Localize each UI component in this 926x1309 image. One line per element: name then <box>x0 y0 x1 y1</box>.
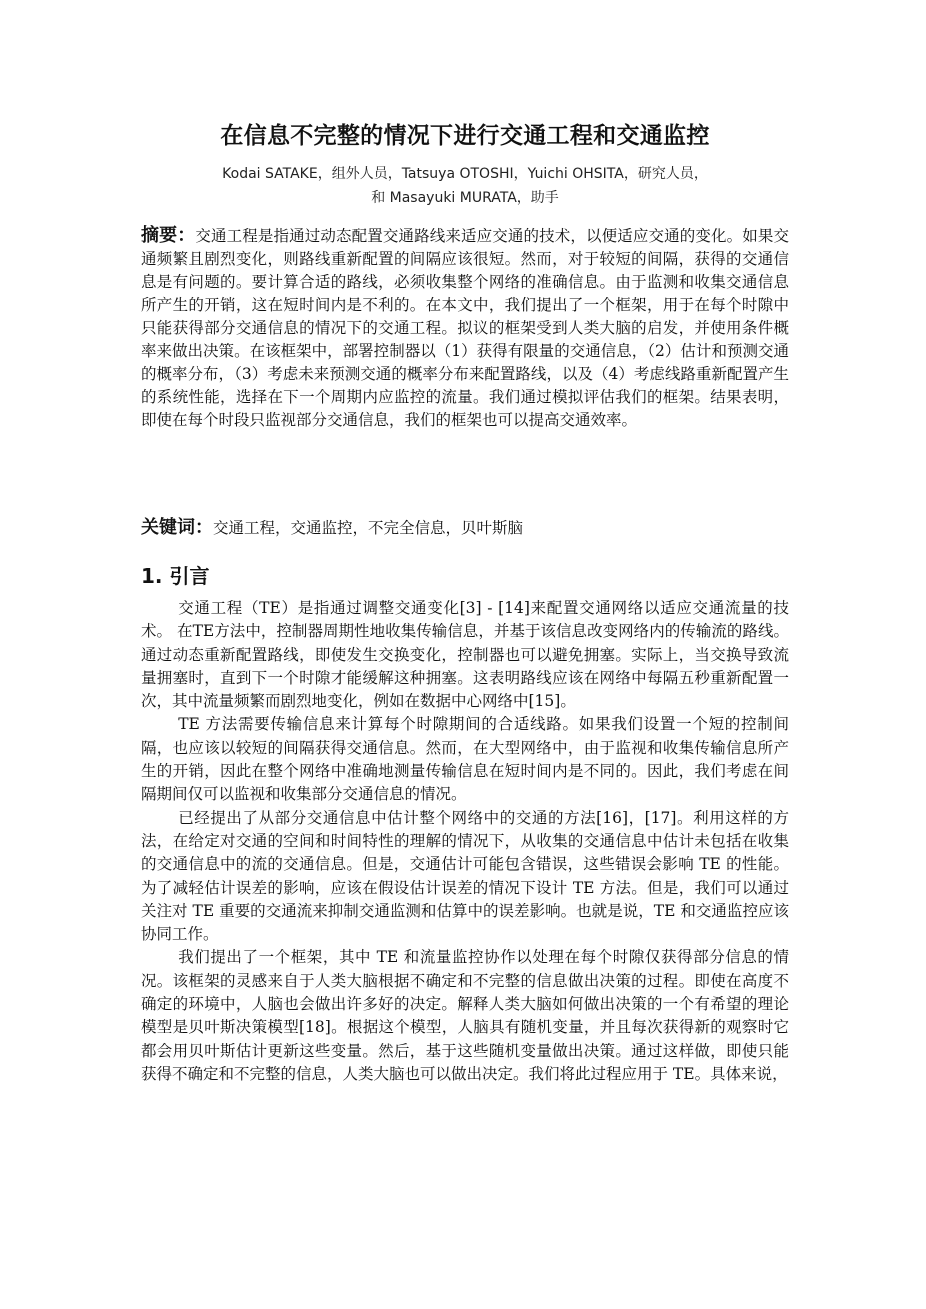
paragraph: TE 方法需要传输信息来计算每个时隙期间的合适线路。如果我们设置一个短的控制间隔，也应该以较短的间隔获得交通信息。然而，在大型网络中，由于监视和收集传输信息所产生的开销，因此在整个网络中准确地测量传输信息在短时间内是不同的。因此，我们考虑在间隔期间仅可以监视和收集部分交通信息的情况。 <box>141 715 789 804</box>
abstract <box>141 224 789 432</box>
paragraph: 交通工程（TE）是指通过调整交通变化[3] - [14]来配置交通网络以适应交通流量的技术。 在TE方法中，控制器周期性地收集传输信息，并基于该信息改变网络内的传输流的路线。 通过动态重新配置路线，即使发生交换变化，控制器也可以避免拥塞。实际上，当交换导致流量拥塞时，直到下一个时隙才能缓解这种拥塞。这表明路线应该在网络中每隔五秒重新配置一次，其中流量频繁而剧烈地变化，例如在数据中心网络中[15]。 <box>141 599 789 711</box>
keywords-label: 关键词： <box>141 517 213 538</box>
paper-title: 在信息不完整的情况下进行交通工程和交通监控 <box>220 123 710 149</box>
introduction-body <box>141 597 789 1086</box>
keywords-text: 交通工程，交通监控，不完全信息，贝叶斯脑 <box>213 519 524 537</box>
author-line-1: Kodai SATAKE，组外人员，Tatsuya OTOSHI，Yuichi OHSITA，研究人员， <box>222 166 708 182</box>
abstract-text: 交通工程是指通过动态配置交通路线来适应交通的技术，以便适应交通的变化。如果交通频繁且剧烈变化，则路线重新配置的间隔应该很短。然而，对于较短的间隔，获得的交通信息是有问题的。要计算合适的路线，必须收集整个网络的准确信息。由于监测和收集交通信息所产生的开销，这在短时间内是不利的。在本文中，我们提出了一个框架，用于在每个时隙中只能获得部分交通信息的情况下的交通工程。拟议的框架受到人类大脑的启发，并使用条件概率来做出决策。在该框架中，部署控制器以（1）获得有限量的交通信息，（2）估计和预测交通的概率分布，（3）考虑未来预测交通的概率分布来配置路线，以及（4）考虑线路重新配置产生的系统性能，选择在下一个周期内应监控的流量。我们通过模拟评估我们的框架。结果表明，即使在每个时段只监视部分交通信息，我们的框架也可以提高交通效率。 <box>141 227 789 429</box>
paragraph: 已经提出了从部分交通信息中估计整个网络中的交通的方法[16]，[17]。利用这样的方法，在给定对交通的空间和时间特性的理解的情况下，从收集的交通信息中估计未包括在收集的交通信息中的流的交通信息。但是，交通估计可能包含错误，这些错误会影响 TE 的性能。为了减轻估计误差的影响，应该在假设估计误差的情况下设计 TE 方法。但是，我们可以通过关注对 TE 重要的交通流来抑制交通监测和估算中的误差影响。也就是说，TE 和交通监控应该协同工作。 <box>141 808 789 944</box>
abstract-label: 摘要： <box>141 225 196 246</box>
keywords <box>141 513 789 539</box>
paragraph: 我们提出了一个框架，其中 TE 和流量监控协作以处理在每个时隙仅获得部分信息的情况。该框架的灵感来自于人类大脑根据不确定和不完整的信息做出决策的过程。即使在高度不确定的环境中，人脑也会做出许多好的决定。解释人类大脑如何做出决策的一个有希望的理论模型是贝叶斯决策模型[18]。根据这个模型，人脑具有随机变量，并且每次获得新的观察时它都会用贝叶斯估计更新这些变量。然后，基于这些随机变量做出决策。通过这样做，即使只能获得不确定和不完整的信息，人类大脑也可以做出决定。我们将此过程应用于 TE。具体来说， <box>141 948 789 1083</box>
author-line-2: 和 Masayuki MURATA，助手 <box>371 190 559 206</box>
section-heading-introduction: 1. 引言 <box>141 564 210 588</box>
